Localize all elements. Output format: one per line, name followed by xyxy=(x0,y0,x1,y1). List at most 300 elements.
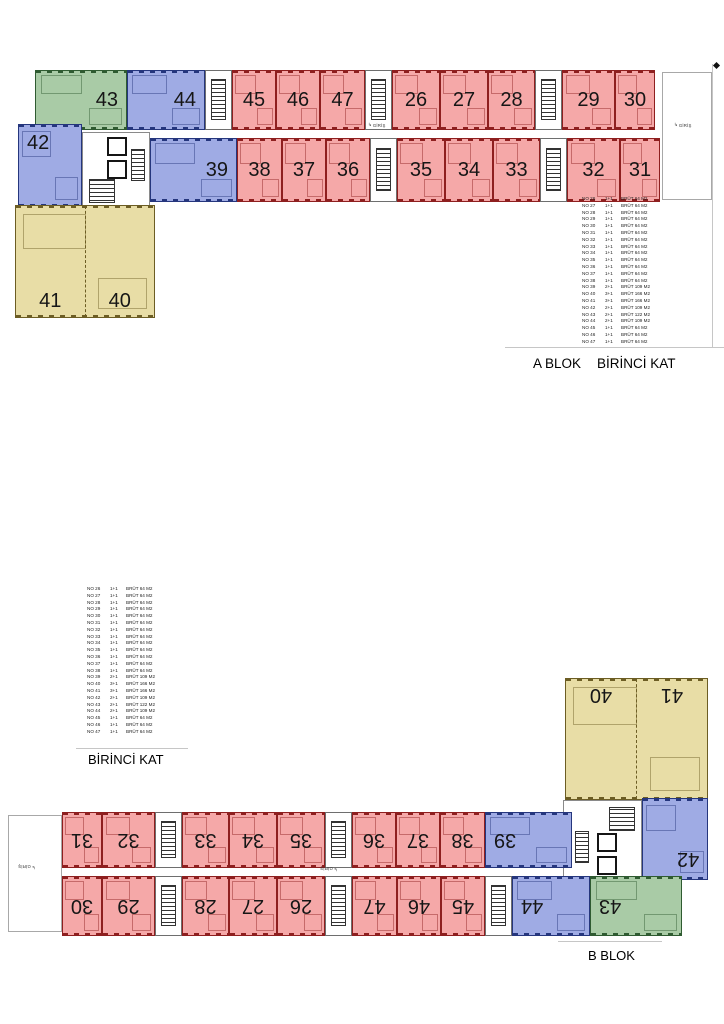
unit-number: 45 xyxy=(451,895,475,917)
legend-alan: BRÜT 64 M2 xyxy=(621,338,648,344)
legend-row xyxy=(87,586,171,593)
legend-tip: 1+1 xyxy=(605,277,613,283)
entrance-label: ↳ GİRİŞ xyxy=(18,864,36,870)
legend-tip: 1+1 xyxy=(110,606,118,612)
legend-alan: BRÜT 64 M2 xyxy=(621,257,648,263)
unit-number: 42 xyxy=(676,848,699,870)
legend-row xyxy=(582,257,666,264)
legend-tip: 1+1 xyxy=(605,257,613,263)
unit-28 xyxy=(488,70,535,130)
unit-number: 40 xyxy=(589,684,613,706)
legend-tip: 3+1 xyxy=(110,681,118,687)
unit-33 xyxy=(493,138,540,202)
legend-alan: BRÜT 166 M2 xyxy=(126,687,156,693)
legend-row xyxy=(87,681,171,688)
legend-alan: BRÜT 64 M2 xyxy=(126,613,153,619)
legend-alan: BRÜT 64 M2 xyxy=(126,667,153,673)
legend-row xyxy=(582,223,666,230)
legend-tip: 1+1 xyxy=(605,216,613,222)
unit-32 xyxy=(102,812,155,868)
stairs-icon xyxy=(371,79,387,120)
unit-number: 41 xyxy=(39,290,62,312)
unit-30 xyxy=(615,70,655,130)
legend-alan: BRÜT 64 M2 xyxy=(621,196,648,201)
legend-alan: BRÜT 122 M2 xyxy=(621,311,651,317)
unit-36 xyxy=(326,138,370,202)
legend-no: NO 30 xyxy=(582,223,596,229)
unit-44 xyxy=(127,70,205,130)
legend-no: NO 31 xyxy=(582,229,596,235)
legend-tip: 1+1 xyxy=(110,647,118,653)
legend-row xyxy=(87,647,171,654)
legend-row xyxy=(582,298,666,305)
legend-row xyxy=(87,729,171,736)
legend-alan: BRÜT 64 M2 xyxy=(621,223,648,229)
unit-number: 26 xyxy=(404,89,428,111)
unit-number: 30 xyxy=(623,89,647,111)
unit-41 xyxy=(16,206,85,317)
legend-tip: 1+1 xyxy=(110,626,118,632)
elevator-icon xyxy=(107,137,127,156)
a-blok-bottom-strip xyxy=(150,138,660,202)
legend-alan: BRÜT 64 M2 xyxy=(126,633,153,639)
unit-legend-table-a xyxy=(582,196,666,346)
legend-alan: BRÜT 64 M2 xyxy=(126,721,153,727)
legend-alan: BRÜT 109 M2 xyxy=(621,284,651,290)
unit-46 xyxy=(276,70,320,130)
legend-tip: 1+1 xyxy=(110,613,118,619)
legend-row xyxy=(582,291,666,298)
b-blok-title: B BLOK xyxy=(588,948,635,963)
legend-tip: 1+1 xyxy=(605,229,613,235)
legend-tip: 1+1 xyxy=(110,667,118,673)
legend-row xyxy=(582,325,666,332)
unit-number: 33 xyxy=(194,829,217,851)
legend-no: NO 42 xyxy=(87,694,101,700)
unit-number: 37 xyxy=(292,159,316,181)
a-blok-entrance-area xyxy=(662,72,712,200)
stair-cell xyxy=(485,876,512,936)
legend-alan: BRÜT 64 M2 xyxy=(621,270,648,276)
legend-no: NO 46 xyxy=(87,721,101,727)
unit-number: 35 xyxy=(409,159,433,181)
stairs-icon xyxy=(491,885,507,926)
legend-tip: 1+1 xyxy=(605,325,613,331)
legend-no: NO 39 xyxy=(582,284,596,290)
legend-alan: BRÜT 64 M2 xyxy=(621,216,648,222)
core-drawing xyxy=(83,133,149,206)
unit-number: 46 xyxy=(407,895,431,917)
legend-alan: BRÜT 64 M2 xyxy=(621,202,648,208)
unit-29 xyxy=(102,876,155,936)
unit-number: 40 xyxy=(108,290,131,312)
unit-42-a xyxy=(18,124,82,207)
legend-no: NO 35 xyxy=(582,257,596,263)
stairs-icon xyxy=(331,885,347,926)
legend-tip: 2+1 xyxy=(110,708,118,714)
legend-no: NO 41 xyxy=(87,687,101,693)
legend-alan: BRÜT 64 M2 xyxy=(126,626,153,632)
stairs-icon xyxy=(331,821,347,859)
stairs-icon xyxy=(161,885,177,926)
unit-number: 41 xyxy=(660,684,684,706)
legend-tip: 2+1 xyxy=(605,284,613,290)
elevator-icon xyxy=(597,833,617,852)
legend-alan: BRÜT 64 M2 xyxy=(621,277,648,283)
unit-number: 47 xyxy=(363,895,386,917)
unit-30 xyxy=(62,876,102,936)
core-drawing xyxy=(564,801,641,879)
stairs-icon xyxy=(161,821,177,859)
legend-tip: 1+1 xyxy=(110,715,118,721)
unit-number: 28 xyxy=(194,895,217,917)
legend-tip: 1+1 xyxy=(605,338,613,344)
legend-alan: BRÜT 64 M2 xyxy=(126,728,153,734)
floor-name: BİRİNCİ KAT xyxy=(597,356,676,371)
legend-no: NO 28 xyxy=(87,599,101,605)
legend-no: NO 43 xyxy=(582,311,596,317)
unit-40 xyxy=(85,206,155,317)
legend-tip: 1+1 xyxy=(605,202,613,208)
stair-cell xyxy=(155,812,182,868)
legend-alan: BRÜT 64 M2 xyxy=(126,592,153,598)
legend-no: NO 32 xyxy=(582,236,596,242)
unit-number: 31 xyxy=(628,159,652,181)
legend-no: NO 26 xyxy=(582,196,596,201)
unit-number: 29 xyxy=(117,895,140,917)
stairs-icon xyxy=(89,179,115,203)
legend-row xyxy=(87,688,171,695)
unit-32 xyxy=(567,138,620,202)
legend-tip: 2+1 xyxy=(605,311,613,317)
unit-number: 26 xyxy=(289,895,313,917)
b-blok-bottom-strip xyxy=(62,876,682,936)
unit-35 xyxy=(397,138,445,202)
legend-row xyxy=(582,332,666,339)
unit-31 xyxy=(62,812,102,868)
legend-alan: BRÜT 64 M2 xyxy=(126,586,153,591)
unit-number: 47 xyxy=(331,89,354,111)
legend-tip: 1+1 xyxy=(605,223,613,229)
legend-no: NO 39 xyxy=(87,674,101,680)
legend-no: NO 45 xyxy=(87,715,101,721)
legend-alan: BRÜT 109 M2 xyxy=(126,708,156,714)
unit-42-b xyxy=(642,798,708,880)
unit-number: 35 xyxy=(289,829,313,851)
unit-34 xyxy=(445,138,493,202)
stair-cell xyxy=(205,70,232,130)
unit-29 xyxy=(562,70,615,130)
unit-27 xyxy=(229,876,277,936)
unit-number: 27 xyxy=(452,89,476,111)
legend-row xyxy=(582,237,666,244)
unit-37 xyxy=(396,812,440,868)
unit-number: 39 xyxy=(494,829,517,851)
legend-no: NO 28 xyxy=(582,209,596,215)
legend-alan: BRÜT 64 M2 xyxy=(126,599,153,605)
legend-row xyxy=(87,661,171,668)
unit-number: 33 xyxy=(505,159,528,181)
entrance-label: ↳ GİRİŞ xyxy=(368,122,386,128)
legend-no: NO 38 xyxy=(582,277,596,283)
stairs-icon xyxy=(541,79,557,120)
legend-row xyxy=(582,264,666,271)
legend-no: NO 26 xyxy=(87,586,101,591)
unit-number: 37 xyxy=(406,829,430,851)
b-blok-core xyxy=(563,800,642,880)
legend-no: NO 47 xyxy=(582,338,596,344)
unit-26 xyxy=(277,876,325,936)
stairs-icon xyxy=(546,148,562,191)
legend-no: NO 27 xyxy=(582,202,596,208)
legend-alan: BRÜT 64 M2 xyxy=(621,250,648,256)
legend-no: NO 34 xyxy=(87,640,101,646)
a-blok-core xyxy=(82,132,150,207)
elevator-icon xyxy=(597,856,617,875)
stairs-icon xyxy=(211,79,227,120)
sheet-frame-b xyxy=(558,941,662,942)
legend-no: NO 47 xyxy=(87,728,101,734)
unit-27 xyxy=(440,70,488,130)
legend-no: NO 46 xyxy=(582,331,596,337)
unit-36 xyxy=(352,812,396,868)
legend-alan: BRÜT 64 M2 xyxy=(621,243,648,249)
stair-cell xyxy=(325,876,352,936)
unit-number: 39 xyxy=(205,159,228,181)
legend-tip: 2+1 xyxy=(110,701,118,707)
unit-number: 44 xyxy=(173,89,196,111)
sheet-frame-bottom xyxy=(505,347,724,348)
b-blok-yellow-units xyxy=(565,678,708,800)
legend-tip: 3+1 xyxy=(605,291,613,297)
legend-tip: 2+1 xyxy=(110,674,118,680)
unit-47 xyxy=(320,70,365,130)
stairs-icon xyxy=(575,831,589,863)
unit-45 xyxy=(232,70,276,130)
legend-tip: 2+1 xyxy=(605,318,613,324)
legend-tip: 1+1 xyxy=(605,209,613,215)
unit-43 xyxy=(590,876,682,936)
unit-number: 36 xyxy=(336,159,360,181)
unit-26 xyxy=(392,70,440,130)
legend-no: NO 43 xyxy=(87,701,101,707)
unit-number: 42 xyxy=(27,132,50,154)
legend-alan: BRÜT 109 M2 xyxy=(621,304,651,310)
unit-number: 34 xyxy=(457,159,481,181)
legend-tip: 1+1 xyxy=(110,586,118,591)
legend-underline xyxy=(76,748,188,749)
legend-no: NO 36 xyxy=(582,263,596,269)
unit-number: 28 xyxy=(500,89,523,111)
unit-43 xyxy=(35,70,127,130)
legend-no: NO 35 xyxy=(87,647,101,653)
legend-tip: 1+1 xyxy=(110,660,118,666)
legend-no: NO 45 xyxy=(582,325,596,331)
unit-33 xyxy=(182,812,229,868)
legend-tip: 1+1 xyxy=(605,243,613,249)
unit-39 xyxy=(485,812,572,868)
entry-arrow-icon: ↳ xyxy=(31,865,36,870)
legend-no: NO 44 xyxy=(582,318,596,324)
legend-no: NO 38 xyxy=(87,667,101,673)
stairs-icon xyxy=(131,149,145,181)
b-blok-top-strip xyxy=(62,812,572,868)
legend-tip: 1+1 xyxy=(605,250,613,256)
legend-tip: 3+1 xyxy=(605,297,613,303)
unit-28 xyxy=(182,876,229,936)
legend-row xyxy=(87,654,171,661)
legend-row xyxy=(582,271,666,278)
b-floor-title: BİRİNCİ KAT xyxy=(88,752,164,767)
legend-tip: 1+1 xyxy=(110,728,118,734)
legend-no: NO 30 xyxy=(87,613,101,619)
entrance-label: ↳ GİRİŞ xyxy=(320,866,338,872)
entrance-label: ↳ GİRİŞ xyxy=(674,122,692,128)
unit-number: 43 xyxy=(599,895,622,917)
block-name: A BLOK xyxy=(533,356,582,371)
unit-46 xyxy=(397,876,441,936)
legend-alan: BRÜT 64 M2 xyxy=(621,263,648,269)
entry-arrow-icon: ↳ xyxy=(368,122,372,127)
legend-alan: BRÜT 64 M2 xyxy=(126,647,153,653)
legend-row xyxy=(582,305,666,312)
legend-tip: 1+1 xyxy=(605,196,613,201)
legend-alan: BRÜT 64 M2 xyxy=(621,331,648,337)
legend-tip: 3+1 xyxy=(110,687,118,693)
unit-37 xyxy=(282,138,326,202)
legend-tip: 1+1 xyxy=(605,331,613,337)
unit-number: 32 xyxy=(582,159,605,181)
legend-row xyxy=(87,695,171,702)
unit-number: 43 xyxy=(95,89,118,111)
north-mark-icon xyxy=(713,62,720,69)
b-blok-entrance-area xyxy=(8,815,62,932)
unit-number: 38 xyxy=(248,159,271,181)
a-blok-yellow-units xyxy=(15,205,155,318)
unit-number: 27 xyxy=(241,895,265,917)
legend-tip: 1+1 xyxy=(110,640,118,646)
unit-31 xyxy=(620,138,660,202)
legend-row xyxy=(87,627,171,634)
unit-41 xyxy=(636,679,707,799)
unit-number: 34 xyxy=(241,829,265,851)
unit-number: 44 xyxy=(521,895,544,917)
legend-no: NO 41 xyxy=(582,297,596,303)
stair-cell xyxy=(365,70,392,130)
legend-row xyxy=(582,230,666,237)
entry-arrow-icon: ↳ xyxy=(674,122,678,127)
legend-alan: BRÜT 166 M2 xyxy=(126,681,156,687)
unit-38 xyxy=(237,138,282,202)
legend-alan: BRÜT 64 M2 xyxy=(126,619,153,625)
stair-cell xyxy=(155,876,182,936)
stairs-icon xyxy=(376,148,392,191)
a-blok-title xyxy=(533,356,676,371)
legend-alan: BRÜT 64 M2 xyxy=(621,209,648,215)
legend-no: NO 33 xyxy=(87,633,101,639)
unit-number: 30 xyxy=(70,895,94,917)
unit-number: 36 xyxy=(362,829,386,851)
legend-alan: BRÜT 64 M2 xyxy=(126,660,153,666)
legend-row xyxy=(87,613,171,620)
legend-tip: 2+1 xyxy=(110,694,118,700)
legend-tip: 1+1 xyxy=(605,236,613,242)
unit-39 xyxy=(150,138,237,202)
legend-alan: BRÜT 109 M2 xyxy=(126,694,156,700)
unit-number: 45 xyxy=(242,89,266,111)
legend-alan: BRÜT 64 M2 xyxy=(126,606,153,612)
legend-tip: 1+1 xyxy=(110,633,118,639)
legend-no: NO 37 xyxy=(87,660,101,666)
legend-alan: BRÜT 64 M2 xyxy=(621,325,648,331)
legend-no: NO 29 xyxy=(87,606,101,612)
unit-number: 29 xyxy=(577,89,600,111)
legend-no: NO 33 xyxy=(582,243,596,249)
unit-34 xyxy=(229,812,277,868)
legend-row xyxy=(87,620,171,627)
legend-alan: BRÜT 64 M2 xyxy=(126,640,153,646)
unit-number: 32 xyxy=(117,829,140,851)
legend-tip: 1+1 xyxy=(110,721,118,727)
legend-tip: 1+1 xyxy=(605,263,613,269)
legend-alan: BRÜT 64 M2 xyxy=(621,229,648,235)
legend-alan: BRÜT 109 M2 xyxy=(126,674,156,680)
legend-tip: 1+1 xyxy=(110,619,118,625)
stairs-icon xyxy=(609,807,635,831)
legend-no: NO 37 xyxy=(582,270,596,276)
legend-alan: BRÜT 64 M2 xyxy=(621,236,648,242)
stair-cell xyxy=(535,70,562,130)
stair-cell xyxy=(325,812,352,868)
legend-no: NO 40 xyxy=(582,291,596,297)
unit-47 xyxy=(352,876,397,936)
legend-row xyxy=(87,722,171,729)
a-blok-top-strip xyxy=(35,70,655,130)
legend-alan: BRÜT 166 M2 xyxy=(621,291,651,297)
legend-alan: BRÜT 64 M2 xyxy=(126,715,153,721)
legend-alan: BRÜT 166 M2 xyxy=(621,297,651,303)
legend-no: NO 27 xyxy=(87,592,101,598)
legend-row xyxy=(582,203,666,210)
legend-alan: BRÜT 122 M2 xyxy=(126,701,156,707)
unit-45 xyxy=(441,876,485,936)
unit-legend-table-b xyxy=(87,586,171,736)
legend-no: NO 34 xyxy=(582,250,596,256)
legend-alan: BRÜT 64 M2 xyxy=(126,653,153,659)
stair-cell xyxy=(370,138,397,202)
legend-row xyxy=(87,715,171,722)
legend-no: NO 44 xyxy=(87,708,101,714)
unit-44 xyxy=(512,876,590,936)
sheet-frame-right xyxy=(712,64,713,347)
entry-arrow-icon: ↳ xyxy=(333,867,338,872)
legend-no: NO 40 xyxy=(87,681,101,687)
legend-no: NO 36 xyxy=(87,653,101,659)
unit-number: 31 xyxy=(70,829,94,851)
legend-no: NO 32 xyxy=(87,626,101,632)
legend-tip: 1+1 xyxy=(605,270,613,276)
legend-tip: 1+1 xyxy=(110,653,118,659)
unit-number: 38 xyxy=(451,829,474,851)
unit-40 xyxy=(566,679,636,799)
legend-no: NO 29 xyxy=(582,216,596,222)
legend-no: NO 31 xyxy=(87,619,101,625)
elevator-icon xyxy=(107,160,127,179)
legend-tip: 1+1 xyxy=(110,599,118,605)
legend-no: NO 42 xyxy=(582,304,596,310)
legend-row xyxy=(87,593,171,600)
unit-38 xyxy=(440,812,485,868)
